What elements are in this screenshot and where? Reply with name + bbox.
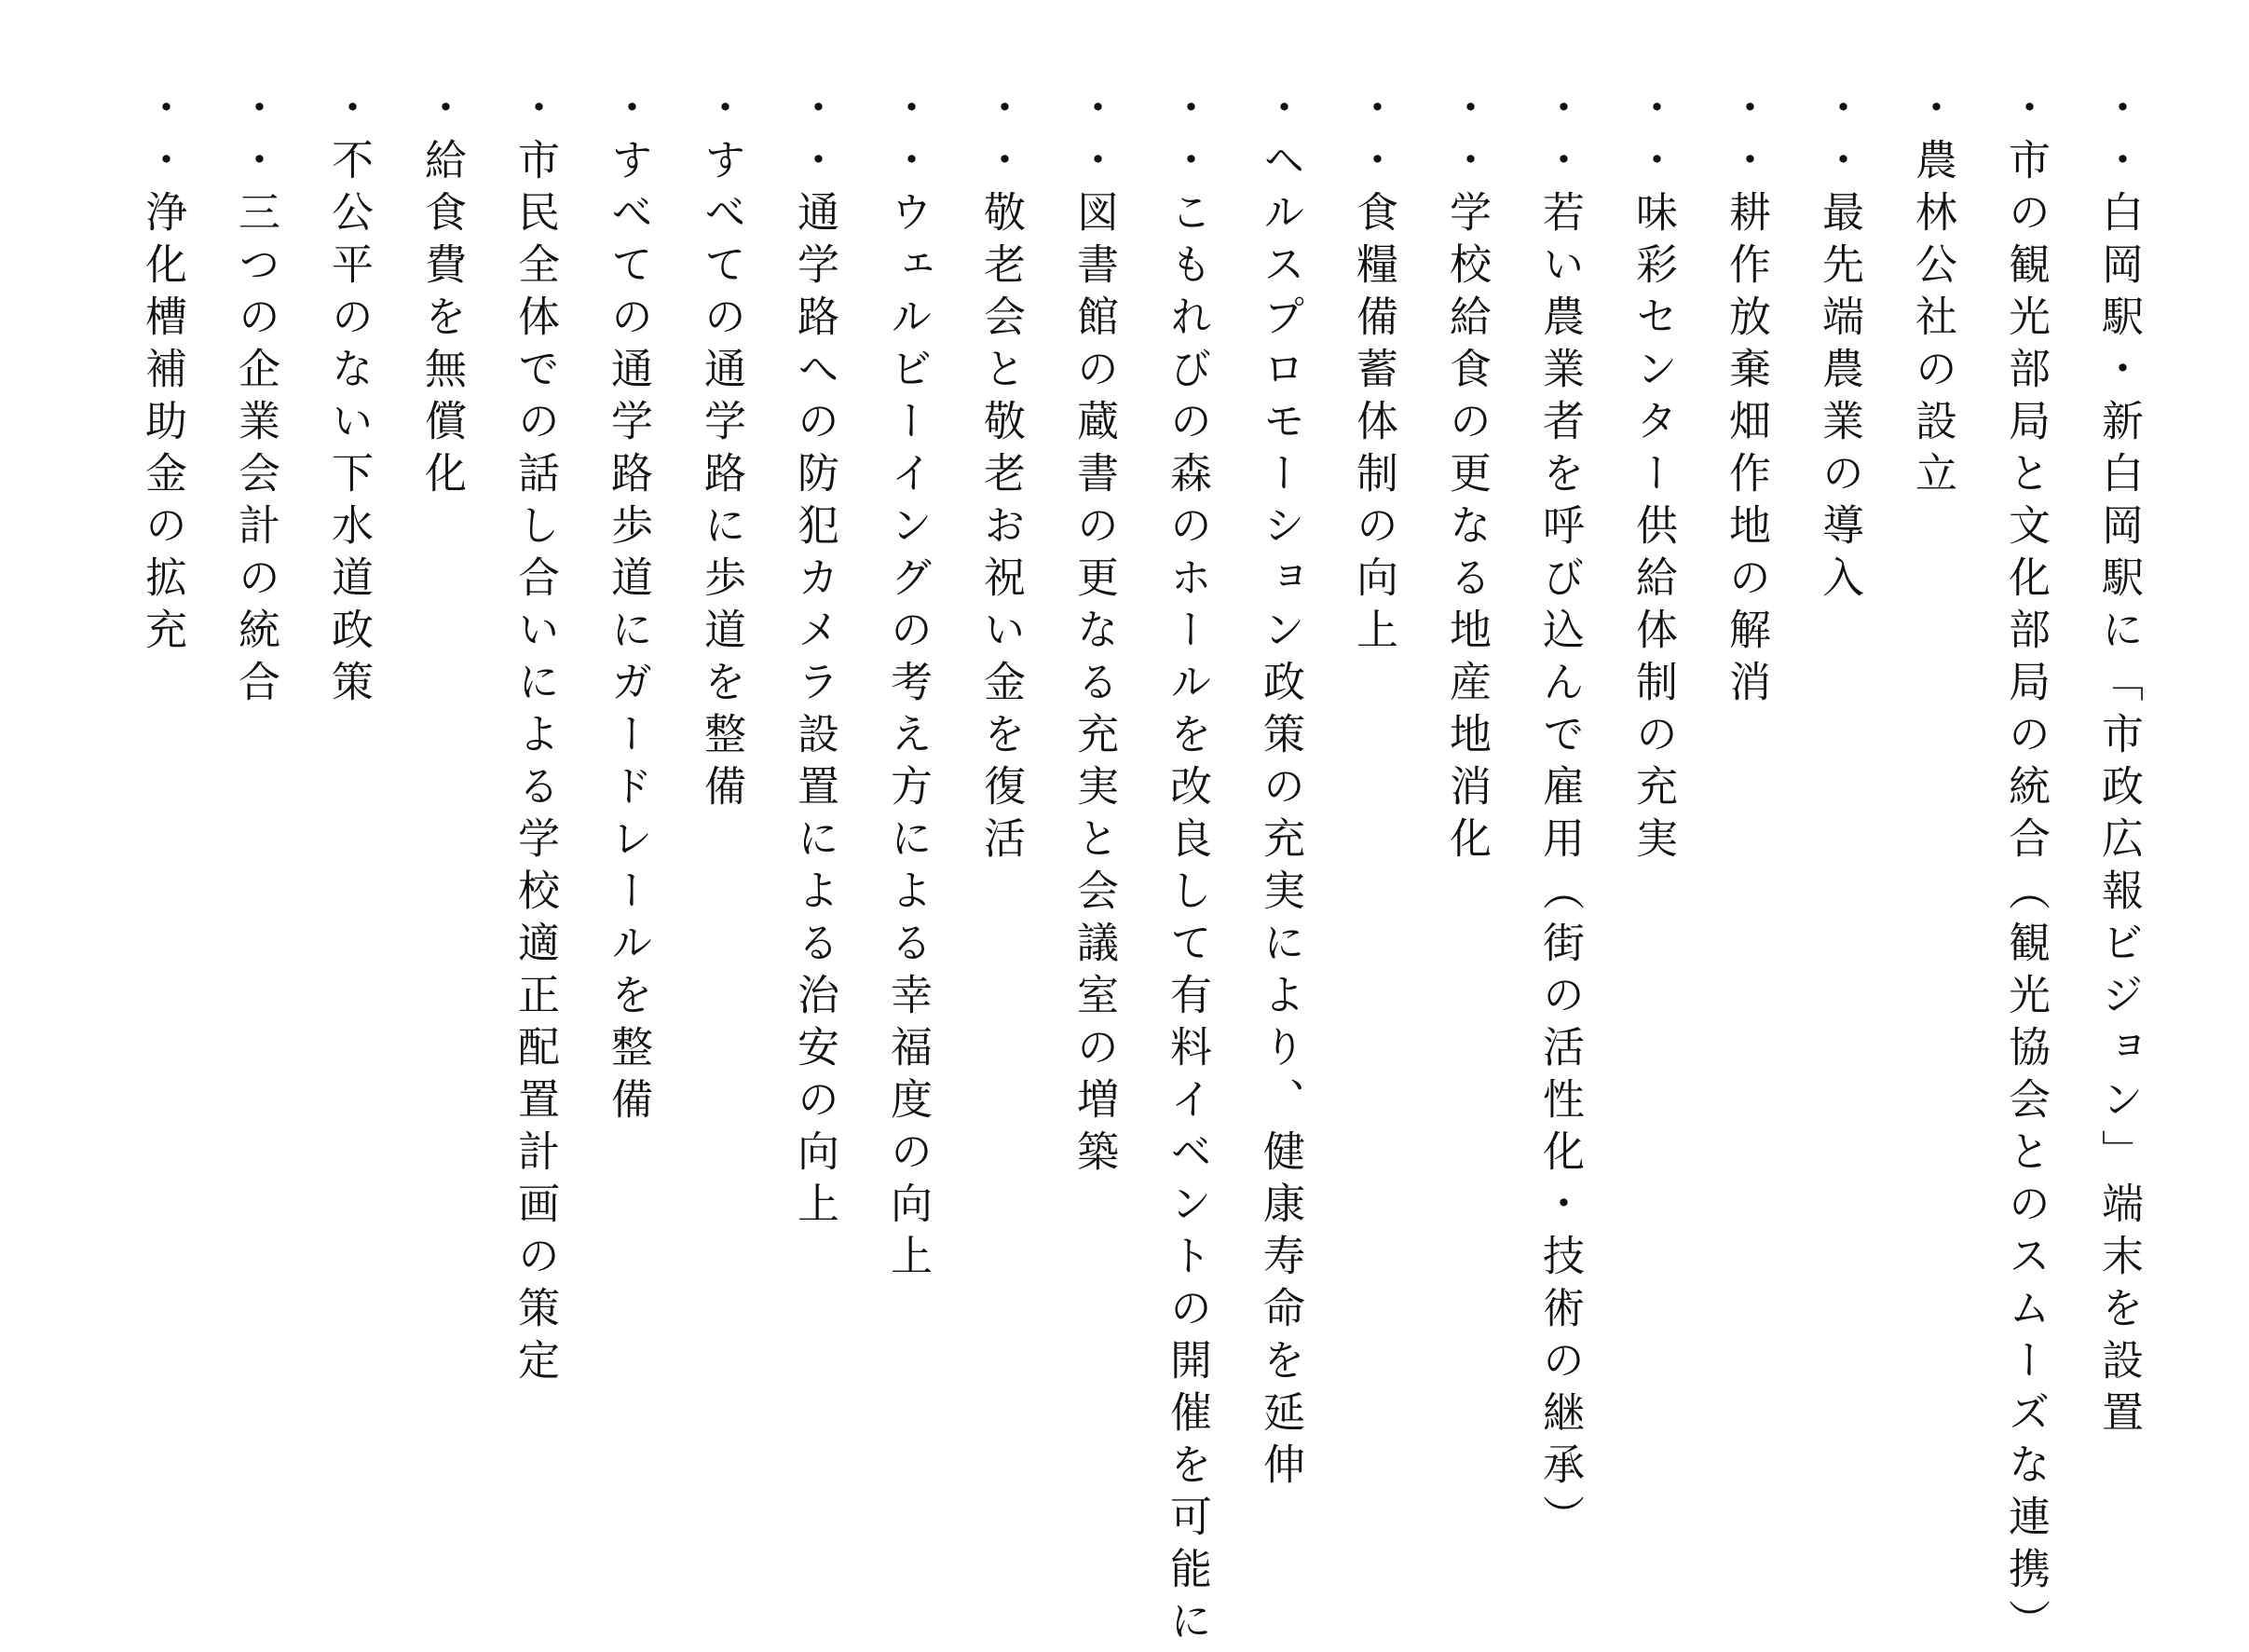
list-item: ・市の観光部局と文化部局の統合（観光協会とのスムーズな連携） xyxy=(2001,86,2051,1651)
list-item: ・・食糧備蓄体制の向上 xyxy=(1349,86,1398,660)
list-item: ・すべての通学路歩道にガードレールを整備 xyxy=(604,86,653,1129)
list-item: ・ヘルスプロモーション政策の充実により、健康寿命を延伸 xyxy=(1256,86,1305,1495)
list-item: ・・学校給食の更なる地産地消化 xyxy=(1442,86,1492,868)
list-item: ・・こもれびの森のホールを改良して有料イベントの開催を可能に xyxy=(1163,86,1212,1651)
list-item: ・不公平のない下水道政策 xyxy=(324,86,374,712)
list-item: ・・三つの企業会計の統合 xyxy=(231,86,280,712)
list-item: ・・若い農業者を呼び込んで雇用（街の活性化・技術の継承） xyxy=(1535,86,1585,1547)
list-item: ・・白岡駅・新白岡駅に「市政広報ビジョン」端末を設置 xyxy=(2094,86,2144,1442)
list-item: ・・味彩センター供給体制の充実 xyxy=(1629,86,1678,868)
list-item: ・・浄化槽補助金の拡充 xyxy=(138,86,187,660)
list-item: ・・ウェルビーイングの考え方による幸福度の向上 xyxy=(883,86,933,1286)
list-item: ・給食費を無償化 xyxy=(417,86,467,503)
list-item: ・農林公社の設立 xyxy=(1908,86,1957,503)
list-item: ・・図書館の蔵書の更なる充実と会議室の増築 xyxy=(1070,86,1119,1181)
list-item: ・・通学路への防犯カメラ設置による治安の向上 xyxy=(790,86,839,1234)
list-item: ・・耕作放棄畑作地の解消 xyxy=(1722,86,1771,712)
list-item: ・・敬老会と敬老お祝い金を復活 xyxy=(976,86,1026,868)
list-item: ・すべての通学路に歩道を整備 xyxy=(697,86,746,816)
list-item: ・市民全体での話し合いによる学校適正配置計画の策定 xyxy=(511,86,560,1390)
vertical-text-list xyxy=(116,86,2165,1651)
list-item: ・・最先端農業の導入 xyxy=(1815,86,1864,608)
